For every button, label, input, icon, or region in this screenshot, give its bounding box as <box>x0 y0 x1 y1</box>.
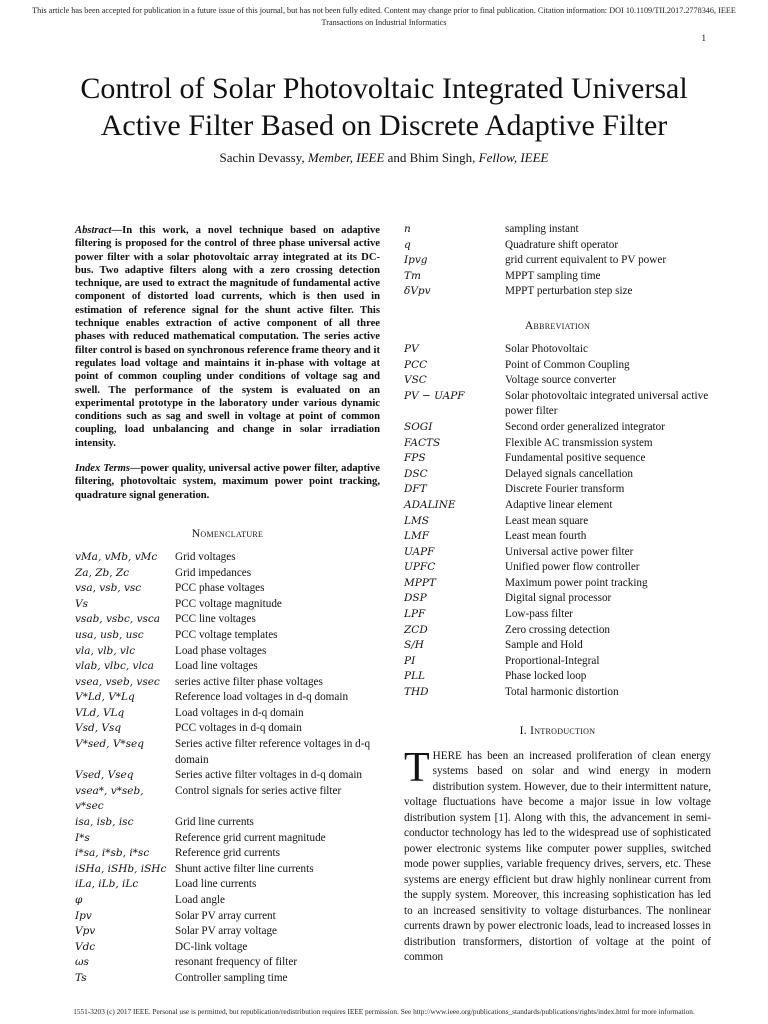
table-row <box>75 877 380 893</box>
table-row <box>404 623 711 639</box>
definition: Low-pass filter <box>505 608 574 621</box>
definition: Load line currents <box>175 878 257 891</box>
table-row <box>404 342 711 358</box>
table-row <box>75 581 380 597</box>
definition: Least mean square <box>505 514 589 527</box>
symbol: UPFC <box>404 561 436 574</box>
index-terms <box>75 462 380 502</box>
definition: MPPT sampling time <box>505 269 601 282</box>
symbol: MPPT <box>404 576 436 589</box>
table-row <box>75 831 380 847</box>
table-row <box>75 955 380 971</box>
table-row <box>75 737 380 768</box>
symbol: usa, usb, usc <box>75 628 144 641</box>
table-row <box>404 358 711 374</box>
definition: Flexible AC transmission system <box>505 436 653 449</box>
definition: Sample and Hold <box>505 639 583 652</box>
definition: Proportional-Integral <box>505 654 600 667</box>
abbreviation-list <box>404 342 711 701</box>
symbol: Ipv <box>75 909 92 922</box>
definition: Adaptive linear element <box>505 498 613 511</box>
symbol: PV <box>404 342 419 355</box>
symbol: vlab, vlbc, vlca <box>75 660 154 673</box>
symbol: vla, vlb, vlc <box>75 644 136 657</box>
definition: Controller sampling time <box>175 971 288 984</box>
author-line <box>30 150 738 166</box>
table-row <box>75 612 380 628</box>
table-row <box>404 576 711 592</box>
definition: Control signals for series active filter <box>175 784 342 797</box>
symbol: S/H <box>404 639 424 652</box>
table-row <box>404 529 711 545</box>
introduction-text <box>404 744 711 966</box>
symbol: UAPF <box>404 545 435 558</box>
table-row <box>404 436 711 452</box>
table-row <box>75 550 380 566</box>
table-row <box>404 669 711 685</box>
definition: Quadrature shift operator <box>505 238 619 251</box>
symbol: VLd, VLq <box>75 706 125 719</box>
definition: Reference load voltages in d-q domain <box>175 691 349 704</box>
table-row <box>75 971 380 987</box>
symbol: DSP <box>404 592 427 605</box>
symbol: ZCD <box>404 623 428 636</box>
table-row <box>404 284 711 300</box>
abbreviation-heading: Abbreviation <box>524 319 591 332</box>
symbol: Ipvg <box>404 254 428 267</box>
table-row <box>404 269 711 285</box>
table-row <box>75 706 380 722</box>
definition: Reference grid current magnitude <box>175 831 326 844</box>
nomenclature-list <box>75 550 380 987</box>
table-row <box>404 545 711 561</box>
symbol: Ts <box>75 971 87 984</box>
definition: Series active filter reference voltages in d-q domain <box>175 738 371 766</box>
definition: Load angle <box>175 894 226 906</box>
definition: series active filter phase voltages <box>175 675 323 688</box>
definition: Zero crossing detection <box>505 623 611 636</box>
copyright-footer: 1551-3203 (c) 2017 IEEE. Personal use is permitted, but republication/redistribution requires IEEE permission. See http://www.ieee.org/publications_standards/publications/rights/index.html for more information. <box>73 1007 695 1016</box>
table-row <box>404 467 711 483</box>
definition: Reference grid currents <box>175 847 280 860</box>
symbol: LMF <box>404 530 430 543</box>
symbol: i*sa, i*sb, i*sc <box>75 847 150 860</box>
definition: sampling instant <box>505 223 579 235</box>
table-row <box>404 638 711 654</box>
table-row <box>75 940 380 956</box>
table-row <box>75 597 380 613</box>
symbol: ωs <box>75 956 89 969</box>
definition: Second order generalized integrator <box>505 420 665 433</box>
definition: Grid voltages <box>175 550 236 563</box>
table-row <box>75 846 380 862</box>
journal-header-note: This article has been accepted for publication in a future issue of this journal, but has not been fully edited. Content may change prior to final publication. Citation information: DOI 10.1109/TII.2017.2778346, IEEE Transactions on Industrial Informatics <box>32 6 736 27</box>
definition: Universal active power filter <box>505 545 634 558</box>
introduction-body: HERE has been an increased proliferation of clean energy systems based on solar and wind energy in modern distribution system. However, due to their intermittent nature, voltage fluctuations have become a major issue in low voltage distribution system [1]. Along with this, the advancement in semi-conductor technology has led to the widespread use of sophisticated power electronic systems like computer power supplies, switched mode power supplies, variable frequency drives, servers, etc. These systems are energy efficient but draw highly nonlinear current from the supply system. Moreover, this increasing sophistication has led to an increased sensitivity to voltage disturbances. The nonlinear currents drawn by power electronic loads, lead to increased losses in distribution transformers, distortion of voltage at the point of common <box>404 749 711 964</box>
table-row <box>75 659 380 675</box>
symbol: I*s <box>75 831 90 844</box>
definition: Fundamental positive sequence <box>505 452 646 465</box>
definition: Voltage source converter <box>505 374 616 387</box>
table-row <box>404 654 711 670</box>
symbol: SOGI <box>404 420 433 433</box>
symbol: V*sed, V*seq <box>75 738 144 751</box>
table-row <box>404 420 711 436</box>
table-row <box>75 784 380 815</box>
abstract-text: —In this work, a novel technique based on adaptive filtering is proposed for the control of three phase universal active power filter with a solar photovoltaic array integrated at its DC-bus. Two adaptive filters along with a zero crossing detection technique, are used to extract the magnitude of fundamental active component of distorted load currents, which is then used in estimation of reference signal for the shunt active filter. This technique enables extraction of active component of all three phases with reduced mathematical computation. The series active filter control is based on synchronous reference frame theory and it regulates load voltage and maintains it in-phase with voltage at point of common coupling under conditions of voltage sag and swell. The performance of the system is evaluated on an experimental prototype in the laboratory under various dynamic conditions such as sag and swell in voltage at point of common coupling, load unbalancing and change in solar irradiation intensity. <box>75 225 380 449</box>
table-row <box>75 768 380 784</box>
author-and: and Bhim Singh, <box>387 150 476 165</box>
index-terms-text: —power quality, universal active power filter, adaptive filtering, photovoltaic system, maximum power point tracking, quadrature signal generation. <box>75 463 380 501</box>
table-row <box>404 498 711 514</box>
symbol: LPF <box>404 608 426 621</box>
symbol: Za, Zb, Zc <box>75 566 130 579</box>
definition: resonant frequency of filter <box>175 956 298 969</box>
index-terms-label: Index Terms <box>75 463 131 475</box>
nomenclature-heading: Nomenclature <box>191 527 264 540</box>
table-row <box>404 482 711 498</box>
definition: DC-link voltage <box>175 940 248 953</box>
definition: Maximum power point tracking <box>505 576 648 589</box>
symbol: Vs <box>75 597 88 610</box>
symbol: iSHa, iSHb, iSHc <box>75 862 167 875</box>
symbol: Vpv <box>75 925 96 938</box>
table-row <box>404 238 711 254</box>
author-1-role: Member, IEEE <box>307 150 385 165</box>
table-row <box>75 909 380 925</box>
symbol: Vsed, Vseq <box>75 769 134 782</box>
definition: Solar Photovoltaic <box>505 342 588 355</box>
table-row <box>404 389 711 420</box>
table-row <box>404 253 711 269</box>
symbol: ADALINE <box>404 498 456 511</box>
symbol: PV − UAPF <box>404 389 465 402</box>
symbol: q <box>404 238 411 251</box>
definition: Digital signal processor <box>505 592 612 605</box>
title-line-1: Control of Solar Photovoltaic Integrated Universal <box>80 72 688 105</box>
definition: Load phase voltages <box>175 644 267 657</box>
left-column <box>75 224 380 987</box>
definition: Load voltages in d-q domain <box>175 706 304 719</box>
symbol: iLa, iLb, iLc <box>75 878 139 891</box>
symbol: δVpv <box>404 285 431 298</box>
symbol: isa, isb, isc <box>75 816 134 829</box>
definition: Solar PV array current <box>175 909 276 922</box>
symbol: PCC <box>404 358 428 371</box>
symbol: vsab, vsbc, vsca <box>75 613 161 626</box>
definition: PCC voltages in d-q domain <box>175 722 302 735</box>
symbol: n <box>404 223 411 235</box>
symbol: PLL <box>404 670 426 683</box>
definition: Shunt active filter line currents <box>175 862 314 875</box>
table-row <box>75 644 380 660</box>
definition: Solar PV array voltage <box>175 925 278 938</box>
symbol: LMS <box>404 514 429 527</box>
author-1: Sachin Devassy, <box>219 150 305 165</box>
table-row <box>75 862 380 878</box>
definition: PCC line voltages <box>175 613 256 626</box>
table-row <box>75 815 380 831</box>
symbol: Vdc <box>75 940 96 953</box>
table-row <box>75 893 380 909</box>
table-row <box>404 560 711 576</box>
symbol: V*Ld, V*Lq <box>75 691 135 704</box>
table-row <box>75 675 380 691</box>
table-row <box>75 566 380 582</box>
symbol: FPS <box>404 452 426 465</box>
definition: Load line voltages <box>175 660 258 673</box>
table-row <box>404 514 711 530</box>
definition: grid current equivalent to PV power <box>505 254 667 267</box>
symbol: φ <box>75 894 83 906</box>
abstract-label: Abstract <box>75 225 112 236</box>
symbol: DFT <box>404 483 427 496</box>
title-line-2: Active Filter Based on Discrete Adaptive Filter <box>100 109 668 142</box>
symbol: VSC <box>404 374 427 387</box>
symbol: vsea*, v*seb, v*sec <box>75 784 144 813</box>
definition: Least mean fourth <box>505 530 587 543</box>
table-row <box>75 924 380 940</box>
drop-cap: T <box>404 744 430 791</box>
definition: Discrete Fourier transform <box>505 483 625 496</box>
symbol: FACTS <box>404 436 441 449</box>
introduction-heading: I. Introduction <box>519 724 596 737</box>
definition: Series active filter voltages in d-q domain <box>175 769 363 782</box>
symbol: Tm <box>404 269 421 282</box>
definition: Grid impedances <box>175 566 252 579</box>
definition: Grid line currents <box>175 816 254 829</box>
paper-title <box>30 70 738 144</box>
symbol: vMa, vMb, vMc <box>75 550 158 563</box>
symbol: DSC <box>404 467 428 480</box>
nomenclature-continued-list <box>404 222 711 300</box>
definition: Phase locked loop <box>505 670 587 683</box>
table-row <box>75 721 380 737</box>
symbol: vsa, vsb, vsc <box>75 582 142 595</box>
symbol: vsea, vseb, vsec <box>75 675 160 688</box>
abstract <box>75 224 380 450</box>
definition: MPPT perturbation step size <box>505 285 633 298</box>
definition: Total harmonic distortion <box>505 686 619 699</box>
symbol: PI <box>404 654 416 667</box>
table-row <box>404 451 711 467</box>
symbol: THD <box>404 686 429 699</box>
definition: PCC voltage magnitude <box>175 597 282 610</box>
author-2-role: Fellow, IEEE <box>478 150 549 165</box>
definition: PCC phase voltages <box>175 582 265 595</box>
definition: Point of Common Coupling <box>505 358 630 371</box>
table-row <box>404 373 711 389</box>
definition: Delayed signals cancellation <box>505 467 633 480</box>
symbol: Vsd, Vsq <box>75 722 122 735</box>
table-row <box>404 591 711 607</box>
table-row <box>75 628 380 644</box>
right-column <box>404 224 711 966</box>
definition: PCC voltage templates <box>175 628 278 641</box>
table-row <box>404 222 711 238</box>
table-row <box>404 685 711 701</box>
definition: Unified power flow controller <box>505 561 640 574</box>
page-number: 1 <box>701 33 706 43</box>
table-row <box>404 607 711 623</box>
table-row <box>75 690 380 706</box>
definition: Solar photovoltaic integrated universal active power filter <box>505 389 709 418</box>
